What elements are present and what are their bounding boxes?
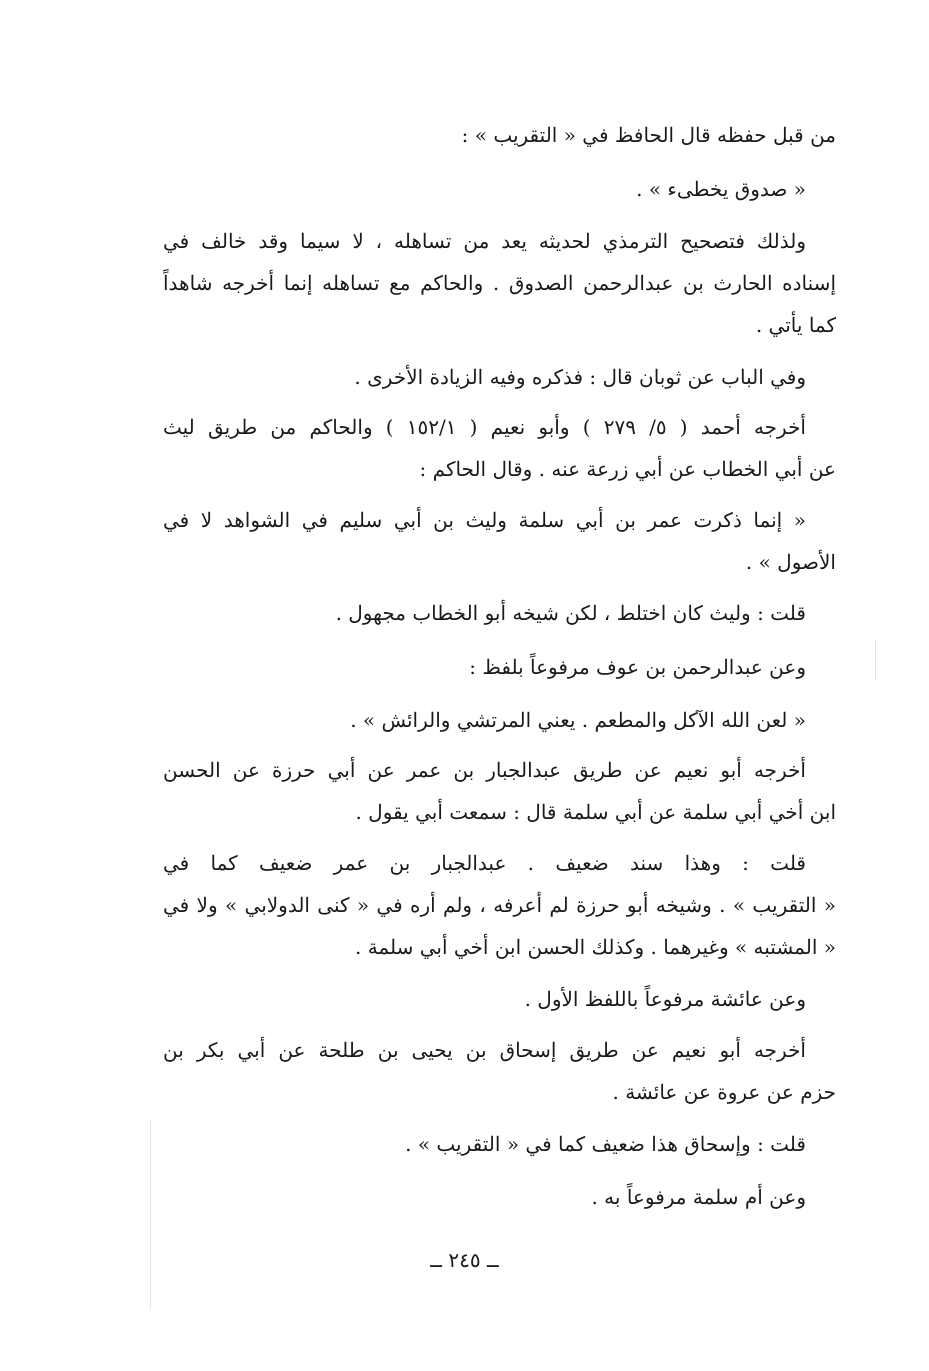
text-line-18: « المشتبه » وغيرهما . وكذلك الحسن ابن أخي أبي سلمة .	[354, 935, 836, 959]
text-line-19: وعن عائشة مرفوعاً باللفظ الأول .	[524, 987, 806, 1011]
scan-artifact-line	[875, 640, 876, 680]
page-number: ــ ٢٤٥ ــ	[430, 1248, 499, 1272]
text-line-22: قلت : وإسحاق هذا ضعيف كما في « التقريب » .	[405, 1132, 806, 1156]
text-line-8: عن أبي الخطاب عن أبي زرعة عنه . وقال الحاكم :	[419, 457, 836, 481]
text-line-5: كما يأتي .	[755, 313, 836, 337]
text-line-16: قلت : وهذا سند ضعيف . عبدالجبار بن عمر ضعيف كما في	[163, 851, 806, 875]
text-line-9: « إنما ذكرت عمر بن أبي سلمة وليث بن أبي سليم في الشواهد لا في	[163, 508, 806, 532]
text-line-15: ابن أخي أبي سلمة عن أبي سلمة قال : سمعت أبي يقول .	[355, 800, 836, 824]
text-line-11: قلت : وليث كان اختلط ، لكن شيخه أبو الخطاب مجهول .	[335, 601, 806, 625]
text-line-7: أخرجه أحمد ( ٥/ ٢٧٩ ) وأبو نعيم ( ١٥٢/١ ) والحاكم من طريق ليث	[163, 415, 806, 439]
text-line-23: وعن أم سلمة مرفوعاً به .	[591, 1185, 806, 1209]
text-line-13: « لعن الله الآكل والمطعم . يعني المرتشي والرائش » .	[350, 708, 806, 732]
text-line-17: « التقريب » . وشيخه أبو حرزة لم أعرفه ، ولم أره في « كنى الدولابي » ولا في	[163, 893, 836, 917]
text-line-6: وفي الباب عن ثوبان قال : فذكره وفيه الزيادة الأخرى .	[354, 365, 806, 389]
text-line-21: حزم عن عروة عن عائشة .	[612, 1080, 836, 1104]
text-line-3: ولذلك فتصحيح الترمذي لحديثه يعد من تساهله ، لا سيما وقد خالف في	[163, 229, 806, 253]
text-line-14: أخرجه أبو نعيم عن طريق عبدالجبار بن عمر عن أبي حرزة عن الحسن	[163, 758, 806, 782]
text-line-20: أخرجه أبو نعيم عن طريق إسحاق بن يحيى بن طلحة عن أبي بكر بن	[163, 1038, 806, 1062]
text-line-1: من قبل حفظه قال الحافظ في « التقريب » :	[461, 123, 836, 147]
text-line-10: الأصول » .	[745, 550, 836, 574]
text-line-2: « صدوق يخطىء » .	[636, 177, 806, 201]
text-line-4: إسناده الحارث بن عبدالرحمن الصدوق . والحاكم مع تساهله إنما أخرجه شاهداً	[163, 271, 836, 295]
text-line-12: وعن عبدالرحمن بن عوف مرفوعاً بلفظ :	[469, 655, 806, 679]
scan-artifact-line	[150, 1120, 151, 1310]
